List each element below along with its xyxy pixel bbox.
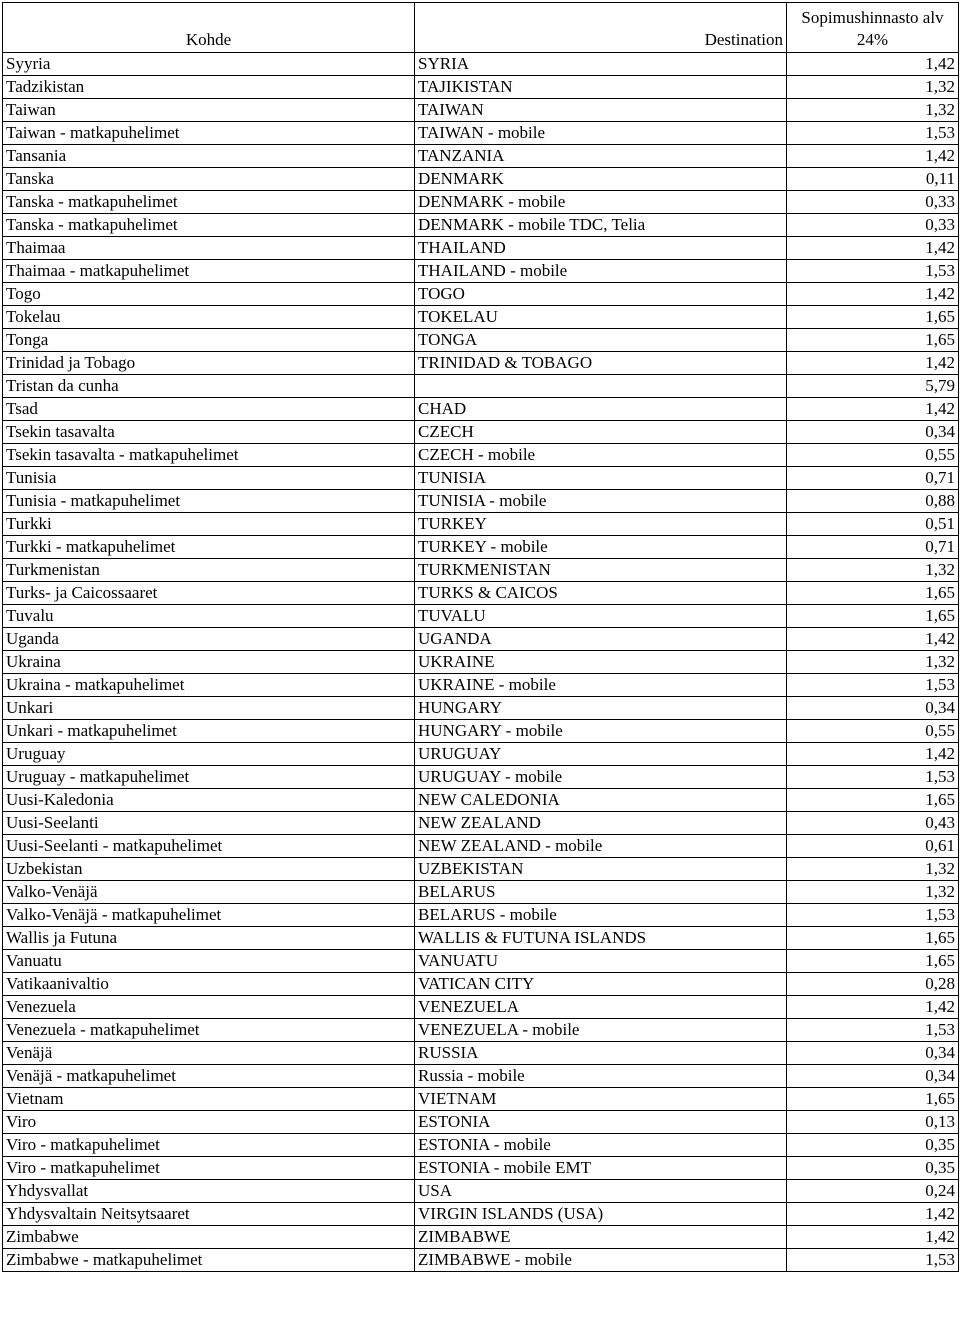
table-row <box>3 145 959 168</box>
table-row <box>3 375 959 398</box>
table-row <box>3 881 959 904</box>
cell-price: 1,53 <box>787 260 959 283</box>
cell-kohde: Turkmenistan <box>3 559 415 582</box>
table-row <box>3 835 959 858</box>
table-row <box>3 1180 959 1203</box>
cell-price: 0,88 <box>787 490 959 513</box>
cell-price: 0,71 <box>787 536 959 559</box>
cell-destination: TAJIKISTAN <box>415 76 787 99</box>
table-row <box>3 766 959 789</box>
cell-price: 0,51 <box>787 513 959 536</box>
table-row <box>3 1088 959 1111</box>
cell-kohde: Vietnam <box>3 1088 415 1111</box>
table-body <box>3 53 959 1272</box>
cell-destination: TUVALU <box>415 605 787 628</box>
cell-destination: Russia - mobile <box>415 1065 787 1088</box>
table-row <box>3 812 959 835</box>
cell-kohde: Tsad <box>3 398 415 421</box>
cell-destination: TUNISIA <box>415 467 787 490</box>
cell-destination: VENEZUELA <box>415 996 787 1019</box>
cell-kohde: Vatikaanivaltio <box>3 973 415 996</box>
cell-destination: TONGA <box>415 329 787 352</box>
cell-kohde: Tuvalu <box>3 605 415 628</box>
cell-price: 0,34 <box>787 697 959 720</box>
cell-price: 1,65 <box>787 789 959 812</box>
cell-price: 1,53 <box>787 122 959 145</box>
cell-kohde: Tristan da cunha <box>3 375 415 398</box>
cell-destination <box>415 375 787 398</box>
cell-destination: UKRAINE - mobile <box>415 674 787 697</box>
table-row <box>3 743 959 766</box>
cell-kohde: Tanska <box>3 168 415 191</box>
cell-destination: HUNGARY <box>415 697 787 720</box>
table-row <box>3 1111 959 1134</box>
cell-destination: RUSSIA <box>415 1042 787 1065</box>
cell-price: 1,42 <box>787 53 959 76</box>
table-row <box>3 237 959 260</box>
column-header-destination: Destination <box>415 3 787 53</box>
cell-price: 0,24 <box>787 1180 959 1203</box>
table-row <box>3 99 959 122</box>
cell-price: 1,65 <box>787 950 959 973</box>
cell-kohde: Venäjä - matkapuhelimet <box>3 1065 415 1088</box>
cell-price: 1,32 <box>787 651 959 674</box>
table-row <box>3 651 959 674</box>
cell-destination: UGANDA <box>415 628 787 651</box>
cell-price: 0,55 <box>787 720 959 743</box>
cell-kohde: Uusi-Seelanti - matkapuhelimet <box>3 835 415 858</box>
table-header <box>3 3 959 53</box>
cell-kohde: Valko-Venäjä - matkapuhelimet <box>3 904 415 927</box>
price-header-line2: 24% <box>856 30 889 49</box>
table-row <box>3 950 959 973</box>
cell-kohde: Unkari <box>3 697 415 720</box>
cell-kohde: Yhdysvallat <box>3 1180 415 1203</box>
cell-kohde: Uzbekistan <box>3 858 415 881</box>
cell-kohde: Tanska - matkapuhelimet <box>3 214 415 237</box>
cell-price: 0,34 <box>787 421 959 444</box>
cell-kohde: Wallis ja Futuna <box>3 927 415 950</box>
table-row <box>3 352 959 375</box>
cell-price: 1,42 <box>787 283 959 306</box>
cell-kohde: Venezuela <box>3 996 415 1019</box>
table-row <box>3 1249 959 1272</box>
cell-kohde: Tokelau <box>3 306 415 329</box>
cell-destination: VIRGIN ISLANDS (USA) <box>415 1203 787 1226</box>
cell-kohde: Uruguay <box>3 743 415 766</box>
cell-destination: TAIWAN <box>415 99 787 122</box>
cell-destination: TAIWAN - mobile <box>415 122 787 145</box>
cell-price: 0,43 <box>787 812 959 835</box>
cell-kohde: Turkki - matkapuhelimet <box>3 536 415 559</box>
table-row <box>3 1134 959 1157</box>
cell-kohde: Venezuela - matkapuhelimet <box>3 1019 415 1042</box>
cell-kohde: Unkari - matkapuhelimet <box>3 720 415 743</box>
cell-kohde: Zimbabwe <box>3 1226 415 1249</box>
table-row <box>3 973 959 996</box>
cell-kohde: Syyria <box>3 53 415 76</box>
cell-destination: UZBEKISTAN <box>415 858 787 881</box>
cell-price: 1,42 <box>787 1226 959 1249</box>
cell-kohde: Trinidad ja Tobago <box>3 352 415 375</box>
cell-destination: THAILAND - mobile <box>415 260 787 283</box>
table-row <box>3 927 959 950</box>
cell-price: 0,61 <box>787 835 959 858</box>
table-row <box>3 122 959 145</box>
cell-kohde: Ukraina - matkapuhelimet <box>3 674 415 697</box>
table-row <box>3 398 959 421</box>
cell-destination: BELARUS - mobile <box>415 904 787 927</box>
cell-kohde: Tunisia <box>3 467 415 490</box>
cell-destination: UKRAINE <box>415 651 787 674</box>
cell-destination: ESTONIA - mobile EMT <box>415 1157 787 1180</box>
cell-price: 1,42 <box>787 996 959 1019</box>
cell-price: 1,65 <box>787 329 959 352</box>
table-row <box>3 53 959 76</box>
cell-destination: TOGO <box>415 283 787 306</box>
cell-destination: USA <box>415 1180 787 1203</box>
cell-kohde: Thaimaa - matkapuhelimet <box>3 260 415 283</box>
table-row <box>3 536 959 559</box>
table-row <box>3 329 959 352</box>
cell-kohde: Viro <box>3 1111 415 1134</box>
table-row <box>3 513 959 536</box>
table-row <box>3 1065 959 1088</box>
cell-destination: VATICAN CITY <box>415 973 787 996</box>
cell-price: 0,33 <box>787 214 959 237</box>
cell-destination: NEW ZEALAND - mobile <box>415 835 787 858</box>
cell-price: 1,42 <box>787 145 959 168</box>
cell-price: 1,32 <box>787 99 959 122</box>
cell-kohde: Uganda <box>3 628 415 651</box>
cell-price: 0,13 <box>787 1111 959 1134</box>
cell-kohde: Turks- ja Caicossaaret <box>3 582 415 605</box>
table-row <box>3 444 959 467</box>
cell-destination: ESTONIA - mobile <box>415 1134 787 1157</box>
cell-kohde: Turkki <box>3 513 415 536</box>
cell-price: 0,33 <box>787 191 959 214</box>
price-table <box>2 2 959 1272</box>
cell-kohde: Zimbabwe - matkapuhelimet <box>3 1249 415 1272</box>
cell-price: 0,34 <box>787 1042 959 1065</box>
cell-price: 1,65 <box>787 927 959 950</box>
cell-kohde: Tansania <box>3 145 415 168</box>
cell-price: 1,53 <box>787 904 959 927</box>
table-row <box>3 674 959 697</box>
cell-kohde: Thaimaa <box>3 237 415 260</box>
cell-price: 0,35 <box>787 1134 959 1157</box>
cell-price: 1,65 <box>787 1088 959 1111</box>
cell-price: 1,42 <box>787 352 959 375</box>
table-row <box>3 1203 959 1226</box>
cell-destination: CZECH - mobile <box>415 444 787 467</box>
cell-price: 1,32 <box>787 76 959 99</box>
cell-price: 1,32 <box>787 881 959 904</box>
cell-kohde: Viro - matkapuhelimet <box>3 1134 415 1157</box>
cell-destination: HUNGARY - mobile <box>415 720 787 743</box>
cell-destination: ZIMBABWE <box>415 1226 787 1249</box>
cell-price: 1,32 <box>787 858 959 881</box>
cell-destination: URUGUAY - mobile <box>415 766 787 789</box>
cell-kohde: Valko-Venäjä <box>3 881 415 904</box>
cell-kohde: Tanska - matkapuhelimet <box>3 191 415 214</box>
cell-kohde: Taiwan <box>3 99 415 122</box>
cell-price: 1,65 <box>787 306 959 329</box>
cell-price: 0,28 <box>787 973 959 996</box>
table-row <box>3 1157 959 1180</box>
table-row <box>3 421 959 444</box>
cell-destination: VIETNAM <box>415 1088 787 1111</box>
column-header-kohde: Kohde <box>3 3 415 53</box>
cell-price: 5,79 <box>787 375 959 398</box>
cell-destination: NEW ZEALAND <box>415 812 787 835</box>
cell-price: 0,55 <box>787 444 959 467</box>
table-row <box>3 605 959 628</box>
table-row <box>3 789 959 812</box>
cell-price: 1,65 <box>787 605 959 628</box>
cell-kohde: Tonga <box>3 329 415 352</box>
cell-kohde: Venäjä <box>3 1042 415 1065</box>
table-row <box>3 76 959 99</box>
cell-destination: TURKMENISTAN <box>415 559 787 582</box>
cell-kohde: Uusi-Kaledonia <box>3 789 415 812</box>
cell-destination: CHAD <box>415 398 787 421</box>
cell-destination: WALLIS & FUTUNA ISLANDS <box>415 927 787 950</box>
cell-kohde: Uusi-Seelanti <box>3 812 415 835</box>
cell-destination: VANUATU <box>415 950 787 973</box>
cell-price: 1,42 <box>787 1203 959 1226</box>
cell-destination: URUGUAY <box>415 743 787 766</box>
table-row <box>3 306 959 329</box>
cell-kohde: Uruguay - matkapuhelimet <box>3 766 415 789</box>
cell-destination: DENMARK - mobile <box>415 191 787 214</box>
table-row <box>3 628 959 651</box>
cell-destination: DENMARK - mobile TDC, Telia <box>415 214 787 237</box>
table-row <box>3 283 959 306</box>
cell-destination: TANZANIA <box>415 145 787 168</box>
cell-kohde: Tunisia - matkapuhelimet <box>3 490 415 513</box>
cell-price: 0,35 <box>787 1157 959 1180</box>
cell-destination: ESTONIA <box>415 1111 787 1134</box>
cell-destination: NEW CALEDONIA <box>415 789 787 812</box>
cell-destination: CZECH <box>415 421 787 444</box>
cell-kohde: Vanuatu <box>3 950 415 973</box>
table-row <box>3 858 959 881</box>
table-row <box>3 559 959 582</box>
table-row <box>3 191 959 214</box>
table-row <box>3 996 959 1019</box>
cell-price: 0,34 <box>787 1065 959 1088</box>
cell-destination: SYRIA <box>415 53 787 76</box>
cell-destination: THAILAND <box>415 237 787 260</box>
cell-kohde: Viro - matkapuhelimet <box>3 1157 415 1180</box>
header-row <box>3 3 959 53</box>
table-row <box>3 490 959 513</box>
cell-destination: TURKEY - mobile <box>415 536 787 559</box>
cell-price: 0,71 <box>787 467 959 490</box>
table-row <box>3 260 959 283</box>
cell-destination: TRINIDAD & TOBAGO <box>415 352 787 375</box>
table-row <box>3 1042 959 1065</box>
cell-kohde: Tsekin tasavalta <box>3 421 415 444</box>
cell-price: 1,53 <box>787 766 959 789</box>
table-row <box>3 168 959 191</box>
cell-kohde: Tsekin tasavalta - matkapuhelimet <box>3 444 415 467</box>
cell-price: 1,53 <box>787 674 959 697</box>
cell-destination: BELARUS <box>415 881 787 904</box>
table-row <box>3 720 959 743</box>
cell-price: 1,42 <box>787 743 959 766</box>
price-header-line1: Sopimushinnasto alv <box>801 8 944 27</box>
cell-price: 1,53 <box>787 1019 959 1042</box>
cell-price: 1,42 <box>787 237 959 260</box>
cell-price: 0,11 <box>787 168 959 191</box>
cell-price: 1,32 <box>787 559 959 582</box>
cell-kohde: Yhdysvaltain Neitsytsaaret <box>3 1203 415 1226</box>
cell-destination: DENMARK <box>415 168 787 191</box>
cell-destination: TURKEY <box>415 513 787 536</box>
table-row <box>3 582 959 605</box>
table-row <box>3 904 959 927</box>
table-row <box>3 1226 959 1249</box>
cell-destination: VENEZUELA - mobile <box>415 1019 787 1042</box>
table-row <box>3 1019 959 1042</box>
cell-kohde: Togo <box>3 283 415 306</box>
cell-destination: TOKELAU <box>415 306 787 329</box>
cell-price: 1,42 <box>787 398 959 421</box>
cell-price: 1,42 <box>787 628 959 651</box>
cell-destination: TURKS & CAICOS <box>415 582 787 605</box>
cell-kohde: Tadzikistan <box>3 76 415 99</box>
cell-kohde: Ukraina <box>3 651 415 674</box>
cell-kohde: Taiwan - matkapuhelimet <box>3 122 415 145</box>
cell-destination: ZIMBABWE - mobile <box>415 1249 787 1272</box>
column-header-price <box>787 3 959 53</box>
cell-price: 1,53 <box>787 1249 959 1272</box>
table-row <box>3 697 959 720</box>
cell-price: 1,65 <box>787 582 959 605</box>
table-row <box>3 467 959 490</box>
cell-destination: TUNISIA - mobile <box>415 490 787 513</box>
table-row <box>3 214 959 237</box>
